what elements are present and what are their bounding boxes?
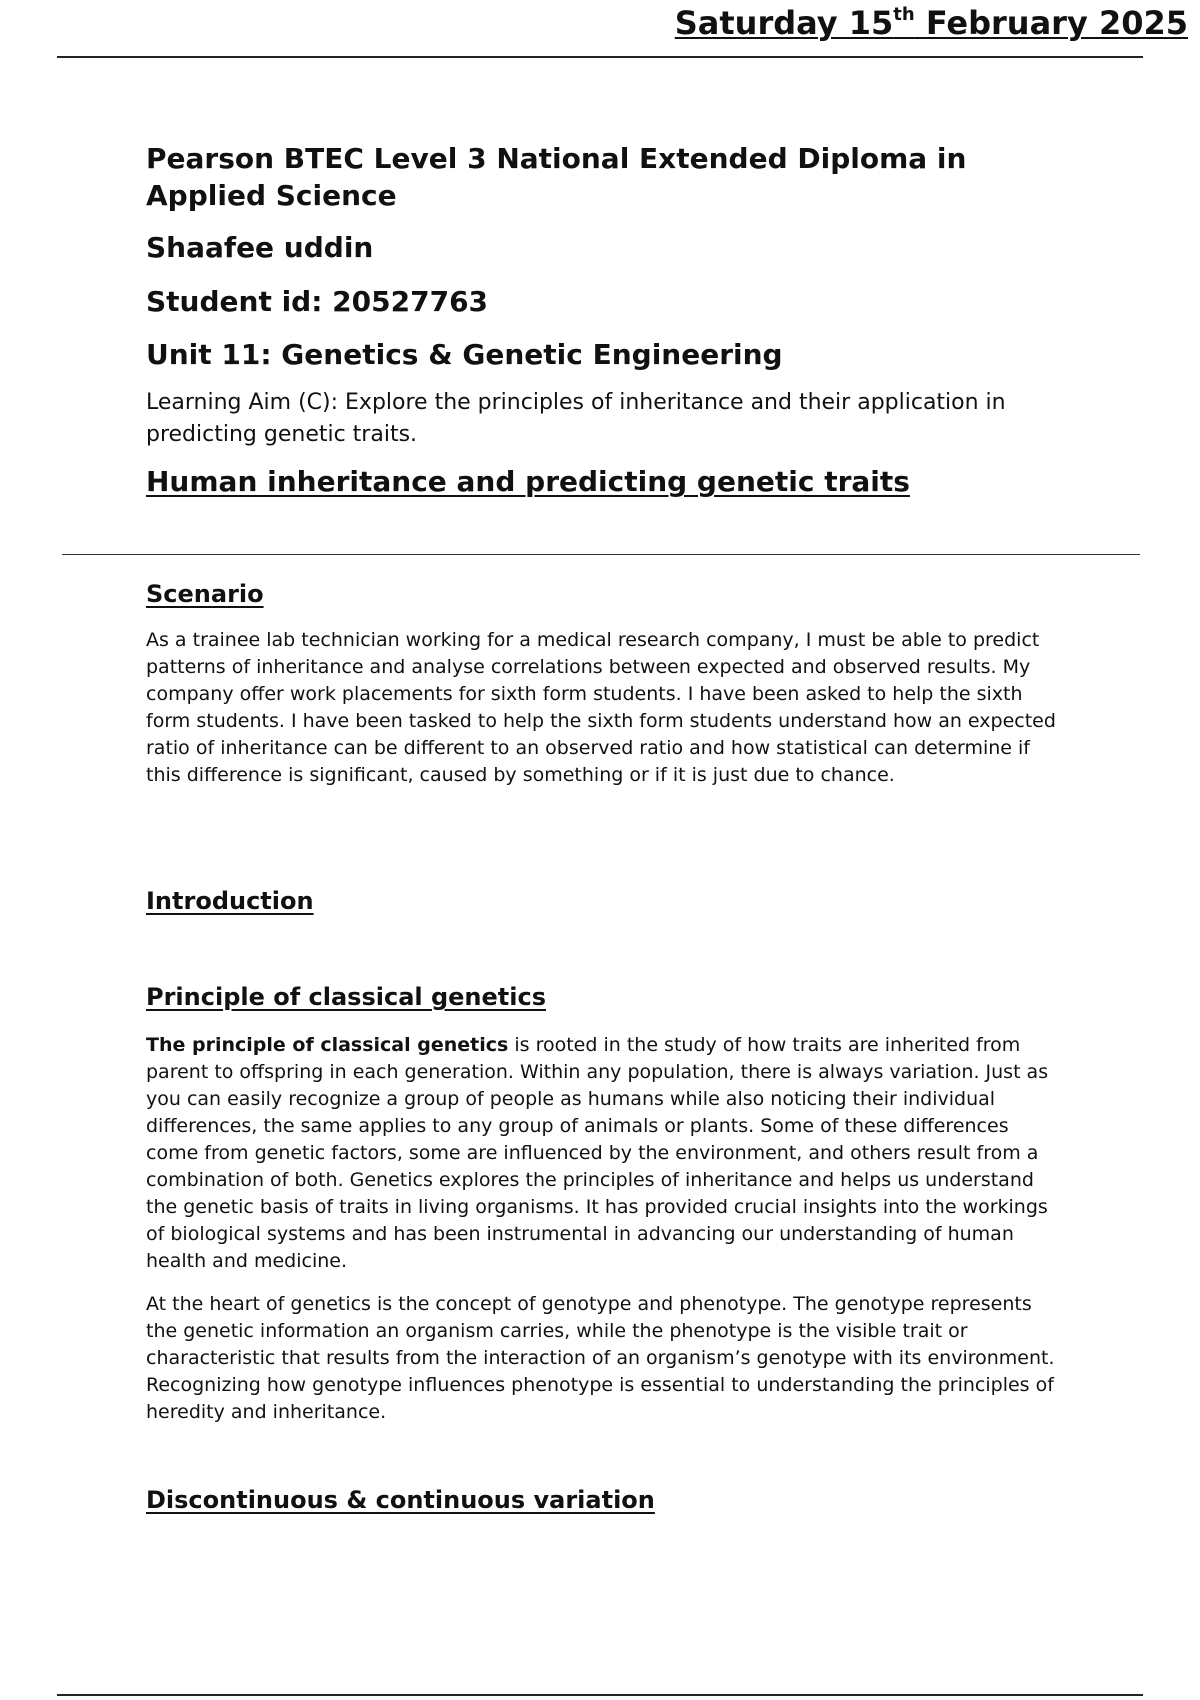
classical-genetics-para-1-text: is rooted in the study of how traits are inherited from parent to offspring in each generation. Within any population, there is always variation. Just as you can easily recognize a group of people as humans while also noticing their individual differences, the same applies to any group of animals or plants. Some of these differences come from genetic factors, some are influenced by the environment, and others result from a combination of both. Genetics explores the principles of inheritance and helps us understand the genetic basis of traits in living organisms. It has provided crucial insights into the workings of biological systems and has been instrumental in advancing our understanding of human health and medicine. xyxy=(146,1034,1049,1272)
student-name: Shaafee uddin xyxy=(146,231,374,264)
variation-heading: Discontinuous & continuous variation xyxy=(146,1486,655,1514)
header-date xyxy=(675,4,1188,42)
cover-block xyxy=(146,140,1066,498)
course-title: Pearson BTEC Level 3 National Extended Diploma in Applied Science xyxy=(146,142,967,212)
classical-genetics-bold-lead: The principle of classical genetics xyxy=(146,1034,509,1056)
date-suffix: th xyxy=(893,4,915,25)
section-divider xyxy=(62,554,1140,555)
assignment-title: Human inheritance and predicting genetic traits xyxy=(146,465,910,498)
header-rule xyxy=(57,56,1143,58)
unit-title: Unit 11: Genetics & Genetic Engineering xyxy=(146,338,783,371)
scenario-heading: Scenario xyxy=(146,580,264,608)
date-rest: February 2025 xyxy=(914,4,1188,42)
scenario-body: As a trainee lab technician working for a medical research company, I must be able to predict patterns of inheritance and analyse correlations between expected and observed results. My company offer work placements for sixth form students. I have been asked to help the sixth form students. I have been tasked to help the sixth form students understand how an expected ratio of inheritance can be different to an observed ratio and how statistical can determine if this difference is significant, caused by something or if it is just due to chance. xyxy=(146,629,1056,786)
student-id: Student id: 20527763 xyxy=(146,285,489,318)
learning-aim: Learning Aim (C): Explore the principles of inheritance and their application in predicting genetic traits. xyxy=(146,390,1006,447)
classical-genetics-para-2: At the heart of genetics is the concept of genotype and phenotype. The genotype represents the genetic information an organism carries, while the phenotype is the visible trait or characteristic that results from the interaction of an organism’s genotype with its environment. Recognizing how genotype influences phenotype is essential to understanding the principles of heredity and inheritance. xyxy=(146,1293,1055,1423)
introduction-heading: Introduction xyxy=(146,887,314,915)
classical-genetics-para-1 xyxy=(146,1032,1066,1275)
classical-genetics-heading: Principle of classical genetics xyxy=(146,983,546,1011)
footer-rule xyxy=(57,1694,1143,1696)
date-prefix: Saturday 15 xyxy=(674,4,894,42)
